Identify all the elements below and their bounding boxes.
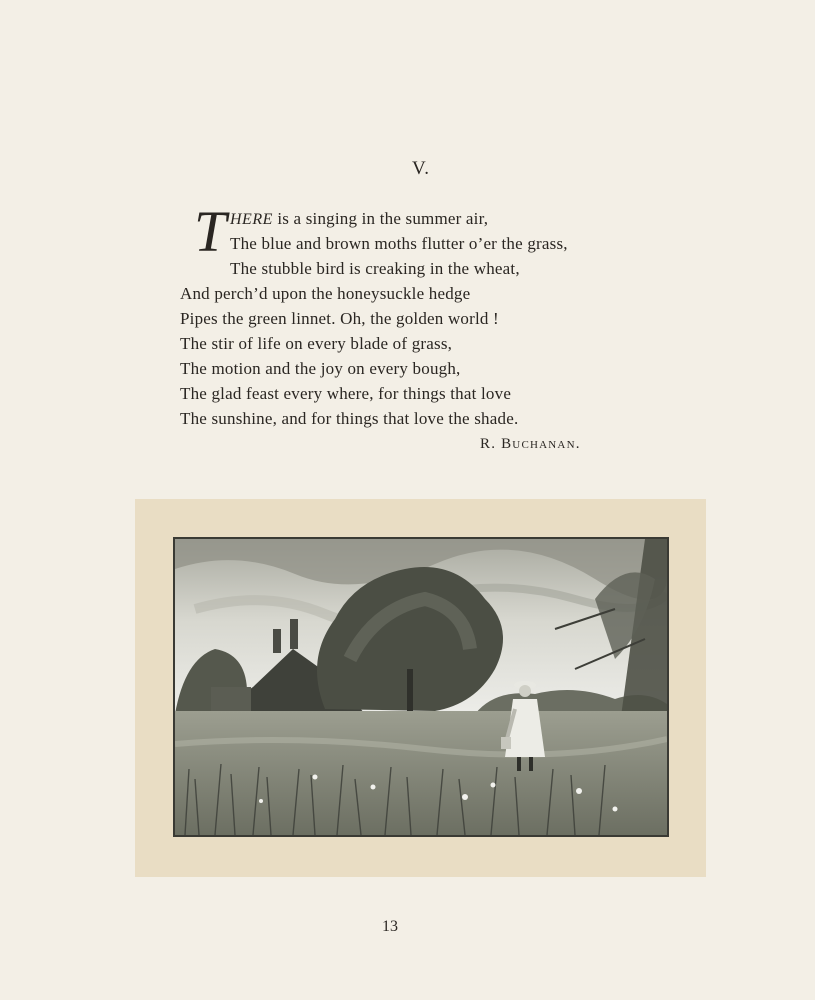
drop-cap: T — [194, 199, 227, 264]
poem — [180, 199, 640, 431]
poem-line-5: Pipes the green linnet. Oh, the golden world ! — [180, 309, 499, 328]
poem-line-4: And perch’d upon the honeysuckle hedge — [180, 284, 471, 303]
poem-line-8: The glad feast every where, for things that love — [180, 384, 512, 403]
first-line-rest: is a singing in the summer air, — [272, 209, 489, 228]
meadow-illustration — [173, 537, 669, 837]
poem-line-6: The stir of life on every blade of grass, — [180, 334, 453, 353]
first-word: HERE — [230, 211, 273, 228]
attribution: R. Buchanan. — [480, 436, 581, 452]
page-number: 13 — [382, 918, 398, 935]
meadow-scene-image — [175, 539, 667, 835]
poem-line-7: The motion and the joy on every bough, — [180, 359, 461, 378]
poem-line-3: The stubble bird is creaking in the wheat, — [230, 259, 520, 278]
section-number: V. — [411, 158, 431, 179]
illustration-plate — [135, 499, 706, 877]
poem-line-9: The sunshine, and for things that love the shade. — [180, 409, 519, 428]
poem-line-1 — [180, 206, 640, 231]
poem-line-2: The blue and brown moths flutter o’er the grass, — [230, 234, 568, 253]
